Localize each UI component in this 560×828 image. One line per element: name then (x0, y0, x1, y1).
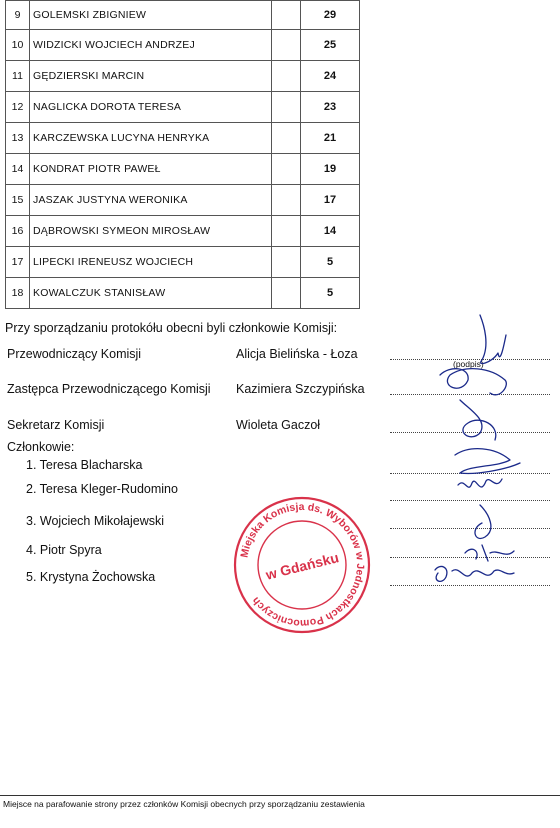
table-row (6, 185, 360, 216)
row-number: 18 (6, 278, 30, 309)
vote-count: 25 (301, 30, 360, 61)
role-deputy-chair: Zastępca Przewodniczącego Komisji (7, 382, 211, 396)
signature-member-2 (458, 479, 502, 487)
table-row (6, 216, 360, 247)
member-item: 5. Krystyna Żochowska (26, 570, 156, 584)
handwritten-signatures (410, 305, 550, 595)
empty-cell (272, 185, 301, 216)
table-row (6, 30, 360, 61)
table-row (6, 1, 360, 30)
empty-cell (272, 278, 301, 309)
signature-member-4 (465, 545, 514, 561)
vote-count: 17 (301, 185, 360, 216)
candidate-name: GOLEMSKI ZBIGNIEW (30, 1, 272, 30)
commission-intro: Przy sporządzaniu protokółu obecni byli członkowie Komisji: (5, 321, 338, 335)
signature-chair (480, 315, 506, 364)
candidate-name: WIDZICKI WOJCIECH ANDRZEJ (30, 30, 272, 61)
vote-count: 5 (301, 247, 360, 278)
commission-stamp (232, 495, 372, 635)
empty-cell (272, 247, 301, 278)
member-item: 4. Piotr Spyra (26, 543, 102, 557)
results-table (5, 0, 360, 309)
vote-count: 24 (301, 61, 360, 92)
table-row (6, 61, 360, 92)
row-number: 12 (6, 92, 30, 123)
candidate-name: KOWALCZUK STANISŁAW (30, 278, 272, 309)
row-number: 16 (6, 216, 30, 247)
vote-count: 14 (301, 216, 360, 247)
empty-cell (272, 123, 301, 154)
signature-member-5 (435, 566, 514, 581)
empty-cell (272, 154, 301, 185)
stamp-circular-text: Miejska Komisja ds. Wyborów w Jednostkach Pomocniczych (238, 500, 367, 630)
candidate-name: GĘDZIERSKI MARCIN (30, 61, 272, 92)
footer-divider (0, 795, 560, 796)
signature-hint: (podpis) (453, 359, 484, 369)
row-number: 9 (6, 1, 30, 30)
signature-secretary (460, 400, 496, 440)
candidate-name: JASZAK JUSTYNA WERONIKA (30, 185, 272, 216)
empty-cell (272, 92, 301, 123)
table-row (6, 154, 360, 185)
table-row (6, 123, 360, 154)
footer-note: Miejsce na parafowanie strony przez członków Komisji obecnych przy sporządzaniu zestawienia (3, 799, 365, 809)
empty-cell (272, 216, 301, 247)
row-number: 13 (6, 123, 30, 154)
row-number: 15 (6, 185, 30, 216)
vote-count: 29 (301, 1, 360, 30)
role-secretary: Sekretarz Komisji (7, 418, 105, 432)
empty-cell (272, 1, 301, 30)
candidate-name: KONDRAT PIOTR PAWEŁ (30, 154, 272, 185)
signature-member-3 (475, 505, 491, 538)
member-item: 3. Wojciech Mikołajewski (26, 514, 165, 528)
vote-count: 5 (301, 278, 360, 309)
vote-count: 19 (301, 154, 360, 185)
candidate-name: NAGLICKA DOROTA TERESA (30, 92, 272, 123)
row-number: 14 (6, 154, 30, 185)
empty-cell (272, 30, 301, 61)
signature-deputy (440, 369, 506, 395)
table-row (6, 278, 360, 309)
vote-count: 21 (301, 123, 360, 154)
candidate-name: LIPECKI IRENEUSZ WOJCIECH (30, 247, 272, 278)
member-item: 1. Teresa Blacharska (26, 458, 143, 472)
table-row (6, 92, 360, 123)
row-number: 17 (6, 247, 30, 278)
candidate-name: KARCZEWSKA LUCYNA HENRYKA (30, 123, 272, 154)
member-item: 2. Teresa Kleger-Rudomino (26, 482, 178, 496)
person-secretary: Wioleta Gaczoł (236, 418, 321, 432)
vote-count: 23 (301, 92, 360, 123)
members-label: Członkowie: (7, 440, 75, 454)
stamp-city: w Gdańsku (264, 549, 341, 583)
candidate-name: DĄBROWSKI SYMEON MIROSŁAW (30, 216, 272, 247)
role-chair: Przewodniczący Komisji (7, 347, 142, 361)
signature-member-1 (455, 449, 520, 474)
empty-cell (272, 61, 301, 92)
table-row (6, 247, 360, 278)
row-number: 10 (6, 30, 30, 61)
row-number: 11 (6, 61, 30, 92)
person-deputy-chair: Kazimiera Szczypińska (236, 382, 365, 396)
person-chair: Alicja Bielińska - Łoza (236, 347, 358, 361)
